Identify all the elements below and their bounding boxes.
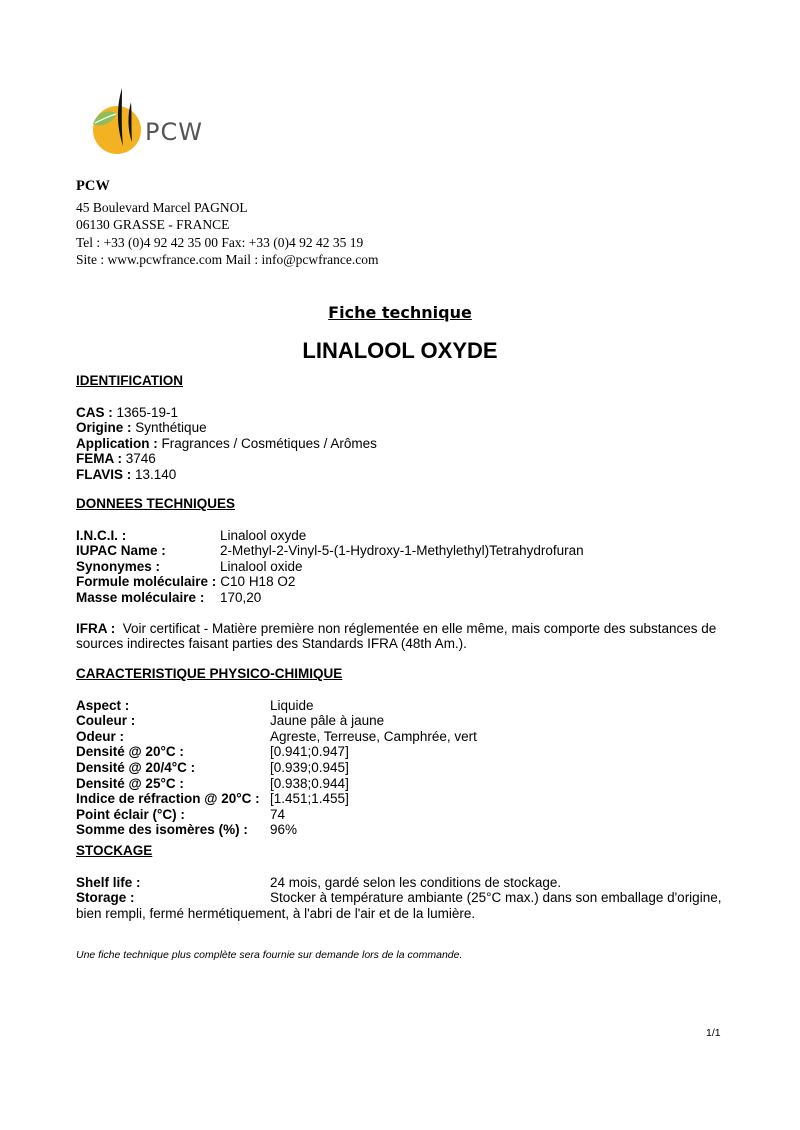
physico-row: Odeur : Agreste, Terreuse, Camphrée, vert bbox=[76, 728, 477, 744]
document-type-title: Fiche technique bbox=[328, 303, 472, 322]
physico-row: Somme des isomères (%) : 96% bbox=[76, 822, 298, 838]
physico-row: Indice de réfraction @ 20°C : [1.451;1.455] bbox=[76, 791, 349, 807]
ifra-paragraph bbox=[76, 621, 721, 652]
shelf-life-row: Shelf life : 24 mois, gardé selon les conditions de stockage. bbox=[76, 874, 562, 890]
identification-heading: IDENTIFICATION bbox=[76, 373, 183, 388]
company-name: PCW bbox=[76, 178, 110, 194]
physico-chimique-section bbox=[76, 666, 477, 838]
company-info bbox=[76, 178, 378, 269]
donnees-row: IUPAC Name : 2-Methyl-2-Vinyl-5-(1-Hydroxy-1-Methylethyl)Tetrahydrofuran bbox=[76, 543, 584, 559]
product-name: LINALOOL OXYDE bbox=[302, 338, 498, 363]
tel-fax: Tel : +33 (0)4 92 42 35 00 Fax: +33 (0)4 92 42 35 19 bbox=[76, 234, 364, 250]
physico-row: Point éclair (°C) : 74 bbox=[76, 806, 286, 822]
logo-text: PCW bbox=[145, 118, 203, 146]
stockage-section bbox=[76, 843, 721, 921]
physico-row: Densité @ 20°C : [0.941;0.947] bbox=[76, 744, 349, 760]
ifra-text: Voir certificat - Matière première non réglementée en elle même, mais comporte des substances de sources indirectes faisant parties des Standards IFRA (48th Am.). bbox=[76, 620, 717, 652]
physico-heading: CARACTERISTIQUE PHYSICO-CHIMIQUE bbox=[76, 666, 343, 681]
storage-continued: bien rempli, fermé hermétiquement, à l'abri de l'air et de la lumière. bbox=[76, 905, 476, 921]
donnees-row: Masse moléculaire : 170,20 bbox=[76, 589, 262, 605]
page-number: 1/1 bbox=[706, 1027, 721, 1039]
physico-row: Densité @ 20/4°C : [0.939;0.945] bbox=[76, 759, 349, 775]
ifra-label: IFRA : bbox=[76, 620, 116, 636]
physico-row: Densité @ 25°C : [0.938;0.944] bbox=[76, 775, 349, 791]
donnees-row: Formule moléculaire : C10 H18 O2 bbox=[76, 574, 296, 590]
identification-row: Application : Fragrances / Cosmétiques / Arômes bbox=[76, 435, 377, 451]
site-mail: Site : www.pcwfrance.com Mail : info@pcwfrance.com bbox=[76, 252, 379, 267]
physico-row: Couleur : Jaune pâle à jaune bbox=[76, 713, 385, 729]
stockage-heading: STOCKAGE bbox=[76, 843, 153, 858]
identification-section bbox=[76, 373, 377, 483]
footer-note: Une fiche technique plus complète sera fournie sur demande lors de la commande. bbox=[76, 949, 463, 961]
identification-row: Origine : Synthétique bbox=[76, 420, 207, 436]
donnees-techniques-section bbox=[76, 496, 721, 652]
donnees-row: I.N.C.I. : Linalool oxyde bbox=[76, 527, 307, 543]
identification-row: CAS : 1365-19-1 bbox=[76, 404, 179, 420]
donnees-heading: DONNEES TECHNIQUES bbox=[76, 496, 236, 511]
address-line-1: 45 Boulevard Marcel PAGNOL bbox=[76, 199, 248, 215]
identification-row: FLAVIS : 13.140 bbox=[76, 466, 177, 482]
address-line-2: 06130 GRASSE - FRANCE bbox=[76, 217, 230, 232]
identification-row: FEMA : 3746 bbox=[76, 451, 156, 467]
storage-row: Storage : Stocker à température ambiante (25°C max.) dans son emballage d'origine, bbox=[76, 890, 722, 906]
physico-row: Aspect : Liquide bbox=[76, 697, 314, 713]
donnees-row: Synonymes : Linalool oxide bbox=[76, 558, 303, 574]
